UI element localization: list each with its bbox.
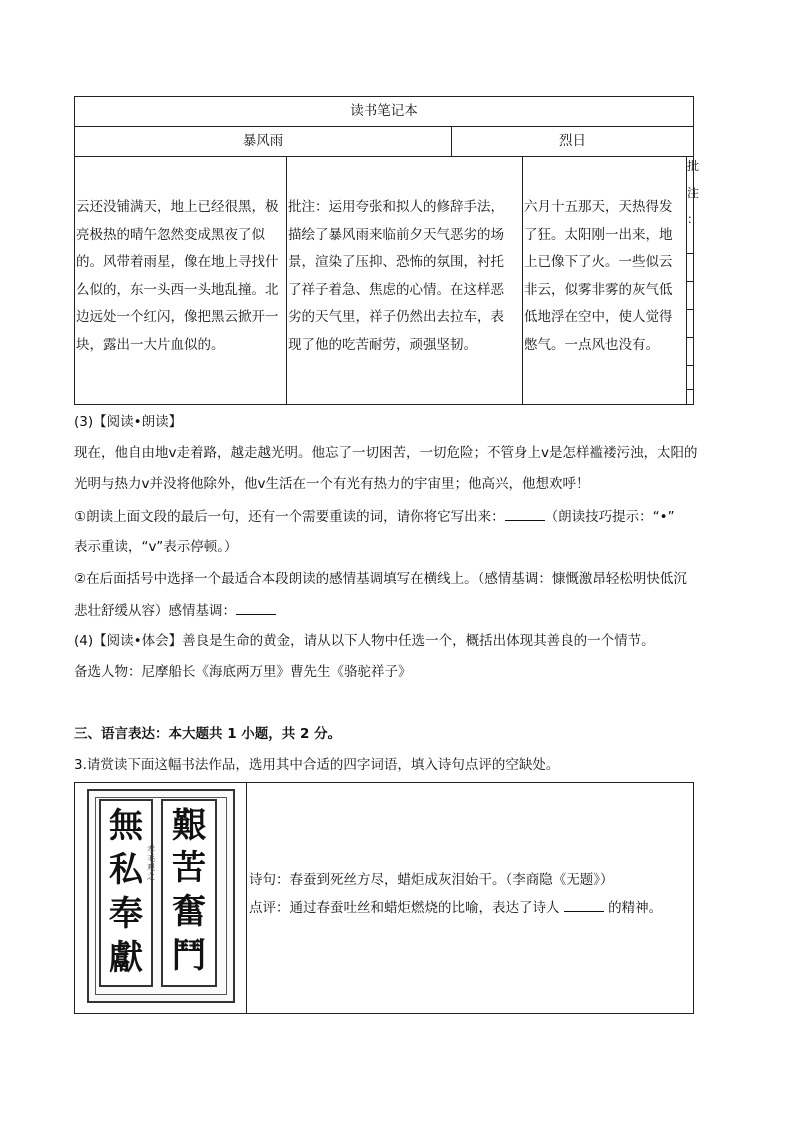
sun-annotation-cell bbox=[687, 157, 700, 405]
answer-line bbox=[687, 389, 693, 390]
q4-text: (4)【阅读•体会】善良是生命的黄金，请从以下人物中任选一个，概括出体现其善良的一个情节。 bbox=[74, 633, 655, 649]
right-scroll-char: 奮 bbox=[172, 892, 206, 932]
answer-line bbox=[687, 309, 693, 310]
poem-line: 诗句：春蚕到死丝方尽，蜡炬成灰泪始干。（李商隐《无题》） bbox=[249, 872, 614, 888]
comment-text: 点评：通过春蚕吐丝和蜡炬燃烧的比喻，表达了诗人 bbox=[249, 900, 560, 916]
answer-line bbox=[687, 365, 693, 366]
comment-line bbox=[249, 897, 662, 918]
calligraphy-table bbox=[74, 782, 694, 1014]
section3-heading: 三、语言表达：本大题共 1 小题，共 2 分。 bbox=[74, 726, 342, 742]
notebook-title: 读书笔记本 bbox=[75, 97, 693, 127]
notebook-header-row bbox=[75, 127, 693, 157]
q3-passage-line1: 现在，他自由地v走着路，越走越光明。他忘了一切困苦，一切危险；不管身上v是怎样褴褛污浊，太阳的 bbox=[74, 445, 698, 461]
answer-blank[interactable] bbox=[236, 600, 276, 615]
annotation-char: 批 bbox=[687, 159, 700, 173]
left-scroll-char: 奉 bbox=[109, 894, 143, 934]
left-scroll-char: 獻 bbox=[109, 938, 143, 978]
q3-passage-line2: 光明与热力v并没将他除外，他v生活在一个有光有热力的宇宙里；他高兴，他想欢呼！ bbox=[74, 476, 590, 492]
calligraphy-signature: 孝毛观之 bbox=[147, 845, 155, 881]
q3-item1-hint-cont: 表示重读，“v”表示停顿。） bbox=[74, 539, 238, 555]
storm-annotation-cell bbox=[287, 157, 523, 405]
reading-notebook-table bbox=[74, 96, 700, 405]
left-scroll-char: 無 bbox=[109, 806, 143, 846]
answer-blank[interactable] bbox=[505, 506, 545, 521]
comment-text-end: 的精神。 bbox=[608, 900, 663, 916]
header-sun: 烈日 bbox=[559, 133, 586, 149]
q3-item1-hint: （朗读技巧提示：“•” bbox=[544, 509, 675, 525]
sun-excerpt-text: 六月十五那天，天热得发 了狂。太阳刚一出来，地 上已像下了火。一些似云 非云，似雾非雾的灰气低 低地浮在空中，使人觉得 憋气。一点风也没有。 bbox=[524, 199, 673, 353]
calligraphy-image bbox=[75, 783, 247, 1013]
answer-line bbox=[687, 281, 693, 282]
right-scroll-char: 鬥 bbox=[172, 936, 206, 976]
section3-q3-prompt: 3.请赏读下面这幅书法作品，选用其中合适的四字词语，填入诗句点评的空缺处。 bbox=[74, 757, 560, 773]
q3-item1-line bbox=[74, 506, 675, 527]
q3-label: (3)【阅读•朗读】 bbox=[74, 414, 183, 430]
header-storm: 暴风雨 bbox=[75, 127, 452, 156]
q3-item2-line1: ②在后面括号中选择一个最适合本段朗读的感情基调填写在横线上。（感情基调：慷慨激昂轻松明快低沉 bbox=[74, 571, 687, 587]
annotation-char: 注 bbox=[687, 186, 700, 200]
q3-item2-text: 悲壮舒缓从容）感情基调： bbox=[74, 603, 236, 619]
left-scroll-char: 私 bbox=[109, 850, 143, 890]
q3-item1-text: ①朗读上面文段的最后一句，还有一个需要重读的词，请你将它写出来： bbox=[74, 509, 505, 525]
answer-blank[interactable] bbox=[564, 897, 604, 912]
right-scroll-char: 艱 bbox=[172, 806, 206, 846]
storm-annotation-text: 批注：运用夸张和拟人的修辞手法， 描绘了暴风雨来临前夕天气恶劣的场 景，渲染了压抑、恐怖的氛围，衬托 了祥子着急、焦虑的心情。在这样恶 劣的天气里，祥子仍然出去拉车，表 现了他的吃苦耐劳，顽强坚韧。 bbox=[288, 199, 504, 353]
annotation-char: ： bbox=[687, 212, 700, 226]
storm-excerpt-text: 云还没铺满天，地上已经很黑，极 亮极热的晴午忽然变成黑夜了似 的。风带着雨星，像在地上寻找什 么似的，东一头西一头地乱撞。北 边远处一个红闪，像把黑云掀开一 块，露出一大片血似的。 bbox=[76, 199, 279, 353]
storm-excerpt-cell bbox=[75, 157, 287, 405]
sun-excerpt-cell bbox=[523, 157, 687, 405]
right-scroll-char: 苦 bbox=[172, 848, 206, 888]
answer-line bbox=[687, 337, 693, 338]
answer-line bbox=[687, 253, 693, 254]
q3-item2-line2 bbox=[74, 600, 276, 621]
q4-candidates: 备选人物：尼摩船长《海底两万里》曹先生《骆驼祥子》 bbox=[74, 664, 412, 680]
